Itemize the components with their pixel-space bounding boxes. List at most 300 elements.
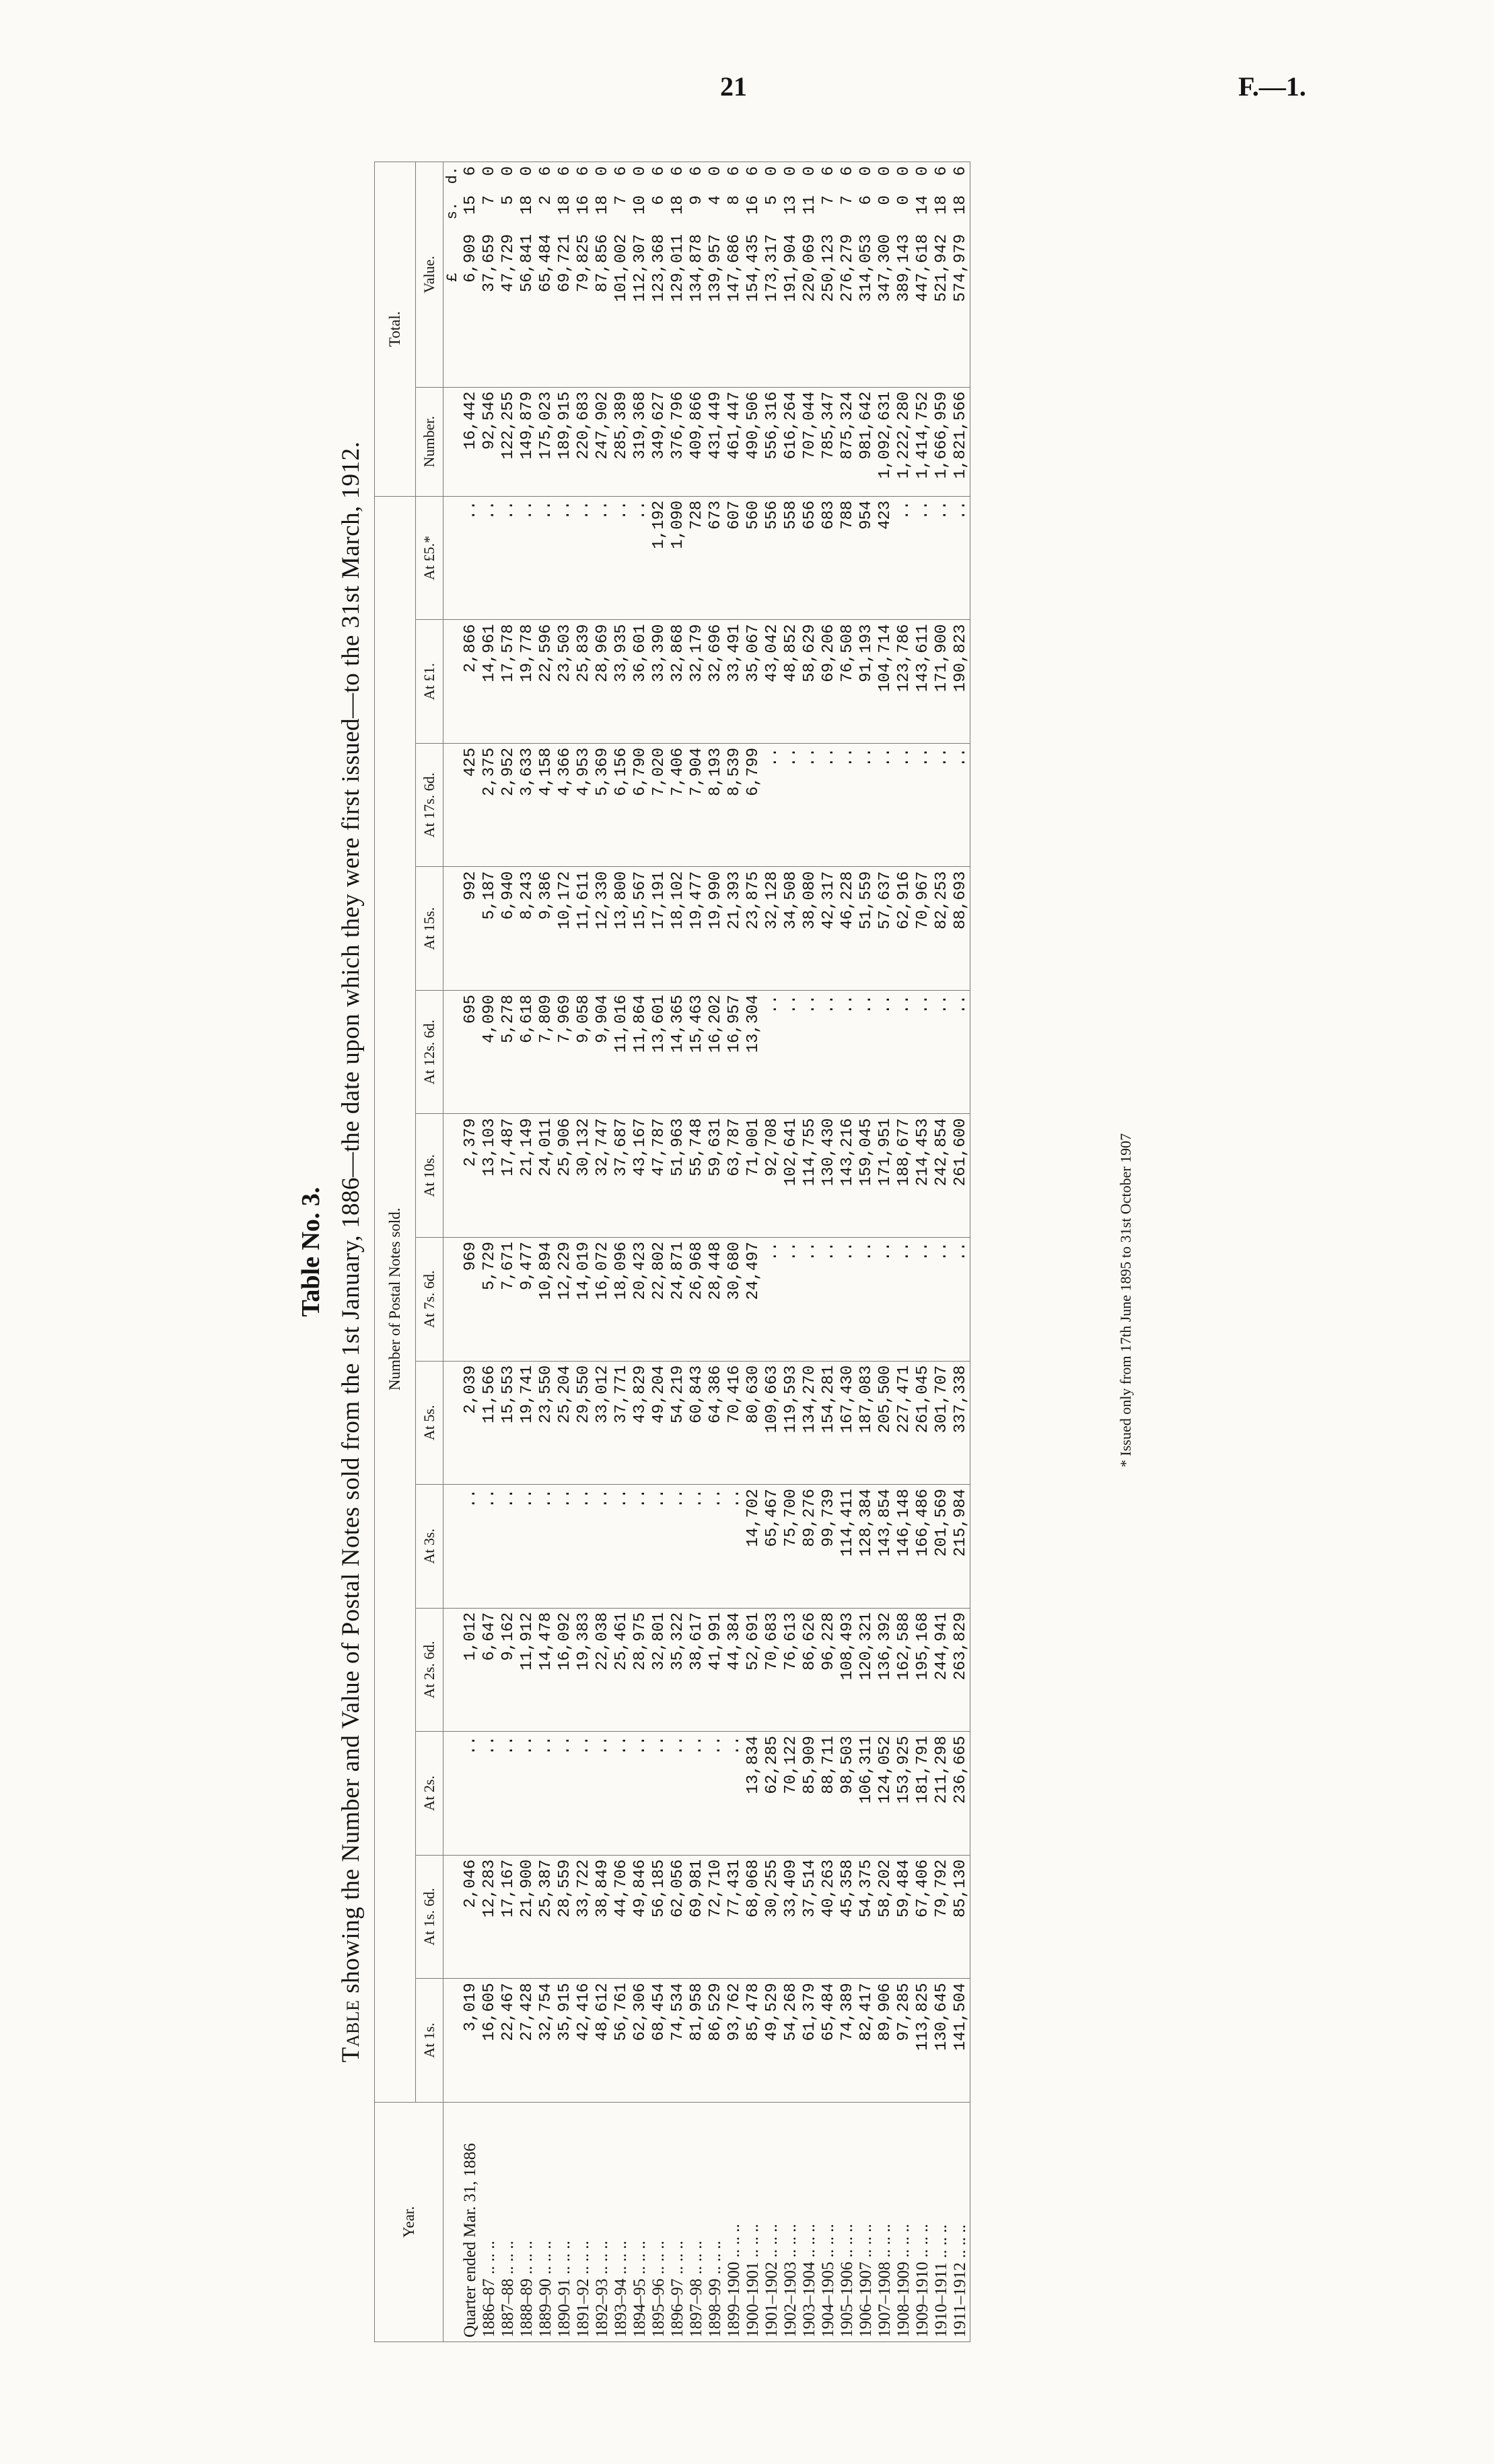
count-cell: 6,799 (744, 743, 762, 867)
count-cell: .. (932, 743, 951, 867)
count-cell: .. (593, 1485, 612, 1609)
count-cell: 8,243 (518, 867, 536, 991)
units-cell (443, 387, 462, 496)
count-cell: .. (687, 1485, 706, 1609)
count-cell: .. (649, 1485, 668, 1609)
count-cell: 71,001 (744, 1114, 762, 1238)
count-cell: 93,762 (725, 1979, 744, 2103)
count-cell: 42,416 (574, 1979, 593, 2103)
count-cell: 2,375 (480, 743, 499, 867)
total-value-cell: 154,435 16 6 (744, 162, 762, 388)
total-number-cell: 149,879 (518, 387, 536, 496)
count-cell: 70,122 (781, 1732, 800, 1856)
count-cell: 683 (819, 496, 838, 620)
count-cell: 32,696 (706, 620, 725, 744)
col-header-denomination: At 1s. 6d. (416, 1855, 443, 1979)
count-cell: 12,330 (593, 867, 612, 991)
total-number-cell: 349,627 (649, 387, 668, 496)
count-cell: 236,665 (951, 1732, 970, 1856)
table-row (499, 162, 518, 2342)
count-cell: 2,046 (461, 1855, 480, 1979)
count-cell: 13,304 (744, 990, 762, 1114)
units-cell (443, 990, 462, 1114)
col-header-denomination: At 2s. 6d. (416, 1608, 443, 1732)
total-number-cell: 409,866 (687, 387, 706, 496)
count-cell: 261,045 (913, 1361, 932, 1485)
units-cell (443, 1485, 462, 1609)
table-row (631, 162, 649, 2342)
count-cell: 24,871 (668, 1238, 687, 1362)
count-cell: 6,940 (499, 867, 518, 991)
count-cell: .. (913, 743, 932, 867)
count-cell: 2,379 (461, 1114, 480, 1238)
count-cell: 76,508 (838, 620, 857, 744)
count-cell: .. (819, 743, 838, 867)
count-cell: 38,080 (800, 867, 819, 991)
table-body (443, 162, 970, 2342)
total-value-cell: 276,279 7 6 (838, 162, 857, 388)
count-cell: 64,386 (706, 1361, 725, 1485)
count-cell: 11,016 (612, 990, 631, 1114)
count-cell: 11,864 (631, 990, 649, 1114)
count-cell: 49,846 (631, 1855, 649, 1979)
count-cell: .. (876, 1238, 894, 1362)
count-cell: 56,185 (649, 1855, 668, 1979)
year-cell: 1900–1901 .. .. .. (744, 2102, 762, 2342)
count-cell: 32,801 (649, 1608, 668, 1732)
count-cell: 7,406 (668, 743, 687, 867)
count-cell: .. (894, 990, 913, 1114)
count-cell: 91,193 (857, 620, 876, 744)
count-cell: 242,854 (932, 1114, 951, 1238)
col-header-denomination: At 17s. 6d. (416, 743, 443, 867)
total-value-cell: 129,011 18 6 (668, 162, 687, 388)
units-cell (443, 743, 462, 867)
year-cell: 1904–1905 .. .. .. (819, 2102, 838, 2342)
count-cell: 6,618 (518, 990, 536, 1114)
total-number-cell: 220,683 (574, 387, 593, 496)
year-cell: 1886–87 .. .. .. (480, 2102, 499, 2342)
total-number-cell: 122,255 (499, 387, 518, 496)
count-cell: 96,228 (819, 1608, 838, 1732)
year-cell: 1907–1908 .. .. .. (876, 2102, 894, 2342)
count-cell: 4,953 (574, 743, 593, 867)
count-cell: 18,096 (612, 1238, 631, 1362)
total-number-cell: 1,821,566 (951, 387, 970, 496)
count-cell: 51,559 (857, 867, 876, 991)
count-cell: .. (518, 496, 536, 620)
count-cell: 85,478 (744, 1979, 762, 2103)
table-row (687, 162, 706, 2342)
total-value-cell: 173,317 5 0 (762, 162, 781, 388)
count-cell: .. (781, 1238, 800, 1362)
count-cell: 32,179 (687, 620, 706, 744)
total-value-cell: 112,307 10 0 (631, 162, 649, 388)
total-number-cell: 247,902 (593, 387, 612, 496)
count-cell: 74,389 (838, 1979, 857, 2103)
count-cell: .. (951, 743, 970, 867)
count-cell: 89,276 (800, 1485, 819, 1609)
group-header-notes: Number of Postal Notes sold. (375, 496, 416, 2102)
count-cell: 44,706 (612, 1855, 631, 1979)
count-cell: 48,852 (781, 620, 800, 744)
count-cell: 108,493 (838, 1608, 857, 1732)
year-cell: 1887–88 .. .. .. (499, 2102, 518, 2342)
count-cell: 19,383 (574, 1608, 593, 1732)
count-cell: .. (461, 1485, 480, 1609)
count-cell: 673 (706, 496, 725, 620)
count-cell: 11,912 (518, 1608, 536, 1732)
count-cell: .. (819, 990, 838, 1114)
count-cell: 114,755 (800, 1114, 819, 1238)
count-cell: 57,637 (876, 867, 894, 991)
count-cell: 32,128 (762, 867, 781, 991)
postal-notes-table (374, 162, 970, 2342)
total-value-cell: 6,909 15 6 (461, 162, 480, 388)
count-cell: 28,448 (706, 1238, 725, 1362)
total-value-cell: 250,123 7 6 (819, 162, 838, 388)
count-cell: .. (706, 1732, 725, 1856)
count-cell: .. (913, 496, 932, 620)
count-cell: .. (706, 1485, 725, 1609)
count-cell: .. (687, 1732, 706, 1856)
count-cell: 16,072 (593, 1238, 612, 1362)
count-cell: .. (894, 1238, 913, 1362)
year-cell: 1911–1912 .. .. .. (951, 2102, 970, 2342)
year-cell: Quarter ended Mar. 31, 1886 (461, 2102, 480, 2342)
year-cell: 1892–93 .. .. .. (593, 2102, 612, 2342)
count-cell: .. (555, 1485, 574, 1609)
total-number-cell: 875,324 (838, 387, 857, 496)
count-cell: 263,829 (951, 1608, 970, 1732)
count-cell: 181,791 (913, 1732, 932, 1856)
table-row (744, 162, 762, 2342)
count-cell: 36,601 (631, 620, 649, 744)
year-cell: 1893–94 .. .. .. (612, 2102, 631, 2342)
count-cell: 10,172 (555, 867, 574, 991)
count-cell: 23,503 (555, 620, 574, 744)
count-cell: 69,981 (687, 1855, 706, 1979)
count-cell: 558 (781, 496, 800, 620)
total-value-cell: 347,300 0 0 (876, 162, 894, 388)
count-cell: .. (499, 1485, 518, 1609)
total-number-cell: 175,023 (536, 387, 555, 496)
count-cell: 143,854 (876, 1485, 894, 1609)
count-cell: 13,800 (612, 867, 631, 991)
count-cell: 188,677 (894, 1114, 913, 1238)
table-row (857, 162, 876, 2342)
count-cell: 82,417 (857, 1979, 876, 2103)
count-cell: 114,411 (838, 1485, 857, 1609)
units-cell (443, 1979, 462, 2103)
count-cell: .. (461, 1732, 480, 1856)
rotated-table-block (296, 162, 1137, 2342)
count-cell: 9,162 (499, 1608, 518, 1732)
count-cell: 205,500 (876, 1361, 894, 1485)
count-cell: 37,687 (612, 1114, 631, 1238)
table-row (800, 162, 819, 2342)
table-row (649, 162, 668, 2342)
table-row (932, 162, 951, 2342)
count-cell: .. (631, 1485, 649, 1609)
count-cell: 195,168 (913, 1608, 932, 1732)
count-cell: 14,019 (574, 1238, 593, 1362)
count-cell: 8,539 (725, 743, 744, 867)
count-cell: 17,167 (499, 1855, 518, 1979)
count-cell: 337,338 (951, 1361, 970, 1485)
count-cell: .. (631, 1732, 649, 1856)
count-cell: .. (762, 1238, 781, 1362)
count-cell: 6,790 (631, 743, 649, 867)
year-cell: 1899–1900 .. .. .. (725, 2102, 744, 2342)
count-cell: 162,588 (894, 1608, 913, 1732)
table-row (894, 162, 913, 2342)
count-cell: .. (555, 1732, 574, 1856)
count-cell: 43,829 (631, 1361, 649, 1485)
count-cell: 30,680 (725, 1238, 744, 1362)
count-cell: 17,487 (499, 1114, 518, 1238)
count-cell: 5,278 (499, 990, 518, 1114)
count-cell: .. (612, 1485, 631, 1609)
count-cell: 143,611 (913, 620, 932, 744)
count-cell: 98,503 (838, 1732, 857, 1856)
count-cell: 425 (461, 743, 480, 867)
count-cell: 9,477 (518, 1238, 536, 1362)
count-cell: 58,629 (800, 620, 819, 744)
col-header-denomination: At 10s. (416, 1114, 443, 1238)
count-cell: .. (518, 1485, 536, 1609)
year-cell: 1905–1906 .. .. .. (838, 2102, 857, 2342)
count-cell: .. (480, 1732, 499, 1856)
count-cell: 28,559 (555, 1855, 574, 1979)
count-cell: 24,011 (536, 1114, 555, 1238)
units-cell (443, 1114, 462, 1238)
count-cell: 62,285 (762, 1732, 781, 1856)
col-header-denomination: At 3s. (416, 1485, 443, 1609)
footnote: * Issued only from 17th June 1895 to 31st October 1907 (1117, 1133, 1134, 1467)
count-cell: 124,052 (876, 1732, 894, 1856)
count-cell: .. (555, 496, 574, 620)
count-cell: 61,379 (800, 1979, 819, 2103)
units-cell (443, 1238, 462, 1362)
count-cell: 21,149 (518, 1114, 536, 1238)
count-cell: 27,428 (518, 1979, 536, 2103)
total-value-cell: 220,069 11 0 (800, 162, 819, 388)
count-cell: .. (857, 743, 876, 867)
document-reference: F.—1. (1238, 71, 1306, 102)
count-cell: 55,748 (687, 1114, 706, 1238)
count-cell: 7,969 (555, 990, 574, 1114)
count-cell: .. (631, 496, 649, 620)
count-cell: .. (876, 990, 894, 1114)
count-cell: 92,708 (762, 1114, 781, 1238)
count-cell: 20,423 (631, 1238, 649, 1362)
count-cell: 119,593 (781, 1361, 800, 1485)
year-cell: 1895–96 .. .. .. (649, 2102, 668, 2342)
table-row (461, 162, 480, 2342)
count-cell: 23,550 (536, 1361, 555, 1485)
count-cell: 12,229 (555, 1238, 574, 1362)
total-value-cell: 147,686 8 6 (725, 162, 744, 388)
count-cell: 146,148 (894, 1485, 913, 1609)
count-cell: 41,991 (706, 1608, 725, 1732)
count-cell: .. (913, 990, 932, 1114)
units-cell (443, 1855, 462, 1979)
count-cell: 969 (461, 1238, 480, 1362)
count-cell: 607 (725, 496, 744, 620)
count-cell: 301,707 (932, 1361, 951, 1485)
total-value-cell: 87,856 18 0 (593, 162, 612, 388)
count-cell: 28,975 (631, 1608, 649, 1732)
col-header-total-value: Value. (416, 162, 443, 388)
count-cell: 4,090 (480, 990, 499, 1114)
count-cell: 7,809 (536, 990, 555, 1114)
count-cell: 63,787 (725, 1114, 744, 1238)
year-cell: 1898–99 .. .. .. (706, 2102, 725, 2342)
count-cell: .. (762, 990, 781, 1114)
total-number-cell: 981,642 (857, 387, 876, 496)
count-cell: 58,202 (876, 1855, 894, 1979)
total-number-cell: 16,442 (461, 387, 480, 496)
count-cell: .. (781, 990, 800, 1114)
table-row (781, 162, 800, 2342)
table-row (536, 162, 555, 2342)
count-cell: 25,839 (574, 620, 593, 744)
count-cell: 11,611 (574, 867, 593, 991)
count-cell: 1,012 (461, 1608, 480, 1732)
total-number-cell: 461,447 (725, 387, 744, 496)
count-cell: 136,392 (876, 1608, 894, 1732)
count-cell: 19,477 (687, 867, 706, 991)
count-cell: .. (612, 496, 631, 620)
count-cell: 86,626 (800, 1608, 819, 1732)
count-cell: .. (762, 743, 781, 867)
count-cell: 22,467 (499, 1979, 518, 2103)
count-cell: 25,906 (555, 1114, 574, 1238)
table-number: Table No. 3. (297, 1187, 325, 1317)
col-header-denomination: At £5.* (416, 496, 443, 620)
year-cell: 1901–1902 .. .. .. (762, 2102, 781, 2342)
total-number-cell: 1,666,959 (932, 387, 951, 496)
count-cell: 4,158 (536, 743, 555, 867)
count-cell: 656 (800, 496, 819, 620)
count-cell: .. (894, 743, 913, 867)
count-cell: 24,497 (744, 1238, 762, 1362)
count-cell: 6,156 (612, 743, 631, 867)
count-cell: 954 (857, 496, 876, 620)
total-number-cell: 616,264 (781, 387, 800, 496)
count-cell: .. (461, 496, 480, 620)
count-cell: 22,802 (649, 1238, 668, 1362)
count-cell: 40,263 (819, 1855, 838, 1979)
count-cell: 54,268 (781, 1979, 800, 2103)
count-cell: 85,909 (800, 1732, 819, 1856)
count-cell: .. (593, 1732, 612, 1856)
count-cell: 43,167 (631, 1114, 649, 1238)
col-header-year: Year. (375, 2102, 443, 2342)
col-header-denomination: At 7s. 6d. (416, 1238, 443, 1362)
count-cell: 7,020 (649, 743, 668, 867)
count-cell: 74,534 (668, 1979, 687, 2103)
count-cell: 85,130 (951, 1855, 970, 1979)
table-row (951, 162, 970, 2342)
year-cell: 1891–92 .. .. .. (574, 2102, 593, 2342)
total-value-cell: 314,053 6 0 (857, 162, 876, 388)
table-caption (331, 162, 374, 2342)
count-cell: 556 (762, 496, 781, 620)
count-cell: .. (499, 496, 518, 620)
count-cell: 67,406 (913, 1855, 932, 1979)
total-number-cell: 785,347 (819, 387, 838, 496)
count-cell: 130,645 (932, 1979, 951, 2103)
count-cell: 14,478 (536, 1608, 555, 1732)
table-row (480, 162, 499, 2342)
count-cell: 33,722 (574, 1855, 593, 1979)
count-cell: .. (649, 1732, 668, 1856)
count-cell: 14,961 (480, 620, 499, 744)
count-cell: 65,484 (819, 1979, 838, 2103)
count-cell: 215,984 (951, 1485, 970, 1609)
count-cell: 33,935 (612, 620, 631, 744)
count-cell: 99,739 (819, 1485, 838, 1609)
count-cell: 33,491 (725, 620, 744, 744)
count-cell: .. (593, 496, 612, 620)
caption-lead: Table (337, 2000, 365, 2063)
count-cell: 59,631 (706, 1114, 725, 1238)
count-cell: 65,467 (762, 1485, 781, 1609)
count-cell: .. (574, 496, 593, 620)
count-cell: .. (932, 496, 951, 620)
count-cell: 728 (687, 496, 706, 620)
count-cell: 62,916 (894, 867, 913, 991)
count-cell: 15,553 (499, 1361, 518, 1485)
count-cell: 81,958 (687, 1979, 706, 2103)
count-cell: .. (668, 1485, 687, 1609)
units-cell (443, 2102, 462, 2342)
count-cell: 44,384 (725, 1608, 744, 1732)
count-cell: .. (499, 1732, 518, 1856)
units-cell (443, 1732, 462, 1856)
year-cell: 1910–1911 .. .. .. (932, 2102, 951, 2342)
count-cell: 68,454 (649, 1979, 668, 2103)
count-cell: 97,285 (894, 1979, 913, 2103)
count-cell: 30,132 (574, 1114, 593, 1238)
total-number-cell: 285,389 (612, 387, 631, 496)
total-number-cell: 490,506 (744, 387, 762, 496)
count-cell: .. (668, 1732, 687, 1856)
count-cell: 560 (744, 496, 762, 620)
col-header-denomination: At £1. (416, 620, 443, 744)
count-cell: 4,366 (555, 743, 574, 867)
page-number: 21 (720, 71, 747, 102)
total-number-cell: 1,414,752 (913, 387, 932, 496)
count-cell: 88,711 (819, 1732, 838, 1856)
count-cell: 25,204 (555, 1361, 574, 1485)
total-value-cell: 101,002 7 6 (612, 162, 631, 388)
count-cell: .. (480, 1485, 499, 1609)
count-cell: .. (819, 1238, 838, 1362)
total-value-cell: 123,368 6 6 (649, 162, 668, 388)
count-cell: .. (838, 1238, 857, 1362)
count-cell: 7,671 (499, 1238, 518, 1362)
total-value-cell: 47,729 5 0 (499, 162, 518, 388)
count-cell: 77,431 (725, 1855, 744, 1979)
total-value-cell: 447,618 14 0 (913, 162, 932, 388)
count-cell: 106,311 (857, 1732, 876, 1856)
count-cell: 54,219 (668, 1361, 687, 1485)
count-cell: .. (574, 1732, 593, 1856)
total-number-cell: 707,044 (800, 387, 819, 496)
